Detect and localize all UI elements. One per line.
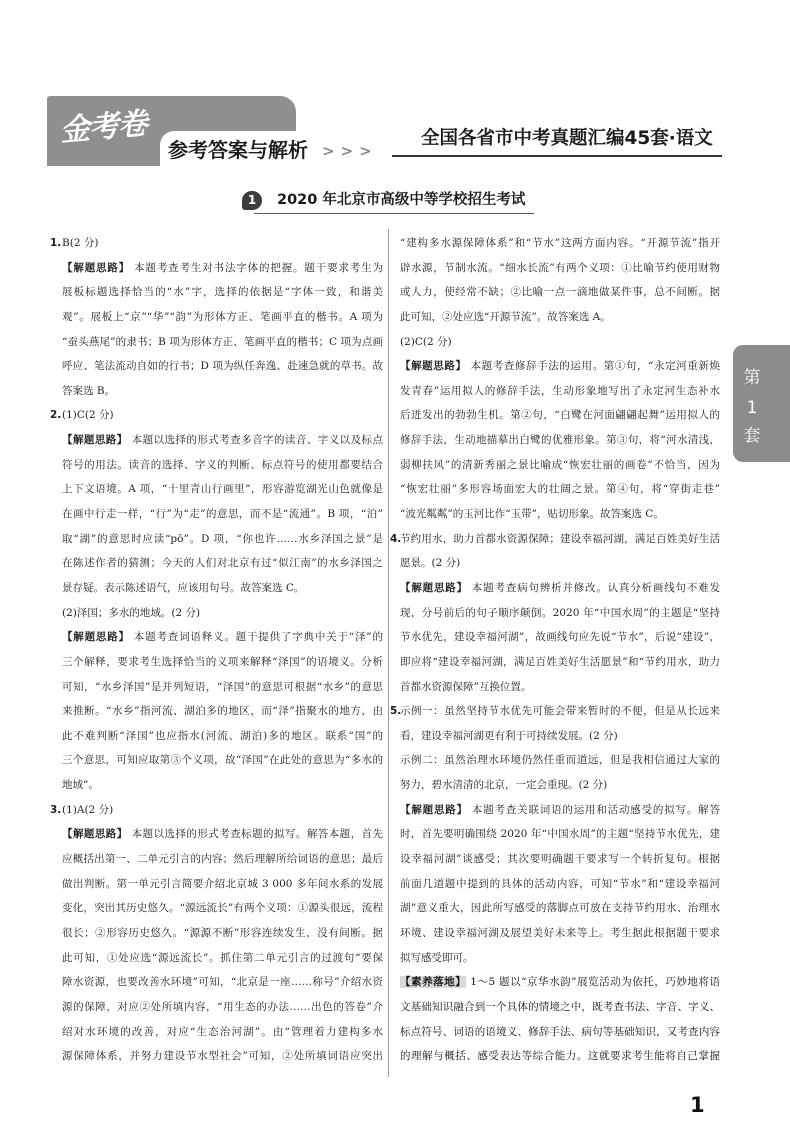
analysis-paragraph <box>400 576 720 699</box>
text-line <box>62 256 383 281</box>
text-line <box>50 231 383 256</box>
text-line <box>400 502 720 527</box>
line-text: 变化，突出其历史悠久。“源远流长”有两个义项：①源头很远，流程 <box>62 902 383 915</box>
line-text: 现，分号前后的句子顺序颠倒。2020 年“中国水周”的主题是“坚持 <box>400 606 720 619</box>
answer-paragraph <box>400 748 720 797</box>
analysis-paragraph <box>62 625 383 797</box>
line-text: 修辞手法，生动地描摹出白鹭的优雅形象。第③句，将“河水清浅， <box>400 434 720 447</box>
section-label: 【解题思路】 <box>62 828 128 841</box>
line-text: 辟水源，节制水流。“细水长流”有两个义项：①比喻节约使用财物 <box>400 261 720 274</box>
text-line <box>400 896 720 921</box>
text-line <box>62 280 383 305</box>
section-label: 【解题思路】 <box>62 631 130 644</box>
text-line <box>400 551 720 576</box>
text-line <box>62 995 383 1020</box>
section-label: 【解题思路】 <box>400 803 468 816</box>
text-line <box>400 403 720 428</box>
line-text: 环境、建设幸福河湖及展望美好未来等上。考生据此根据题干要求 <box>400 926 720 939</box>
text-line <box>400 477 720 502</box>
analysis-paragraph <box>62 822 383 1068</box>
line-text: 在陈述作者的猜测；今天的人们对北京有过“似江南”的水乡泽国之 <box>62 557 383 570</box>
line-text: 景存疑。表示陈述语气，应该用句号。故答案选 C。 <box>62 581 305 594</box>
question-number: 3. <box>50 803 62 816</box>
line-text: 愿景。(2 分) <box>400 557 461 570</box>
analysis-paragraph <box>62 256 383 404</box>
line-text: 拟写感受即可。 <box>400 951 474 964</box>
exam-title-underline <box>254 213 534 214</box>
line-text: 本题考查修辞手法的运用。第①句，“永定河重新焕 <box>470 360 720 373</box>
text-line <box>400 798 720 823</box>
text-line <box>400 231 720 256</box>
text-line <box>400 1044 720 1069</box>
line-text: 本题考查关联词语的运用和活动感受的拟写。解答 <box>471 803 721 816</box>
analysis-paragraph <box>62 428 383 600</box>
right-column <box>390 231 721 1069</box>
text-line <box>400 379 720 404</box>
line-text: 首都水资源保障”互换位置。 <box>400 680 532 693</box>
answer-paragraph <box>50 231 383 256</box>
text-line <box>50 403 383 428</box>
text-line <box>400 280 720 305</box>
line-text: 三个解释，要求考生选择恰当的义项来解释“泽国”的语境义。分析 <box>62 655 383 668</box>
line-text: 或人力，使经常不缺；②比喻一点一滴地做某件事，总不间断。据 <box>400 286 720 299</box>
question-number: 1. <box>50 237 62 249</box>
line-text: 取“湖”的意思时应读“pō”。D 项，“你也许……水乡泽国之景”是 <box>62 532 383 545</box>
line-text: 努力，碧水清清的北京，一定会重现。(2 分) <box>400 779 608 792</box>
text-line <box>62 1044 383 1069</box>
tab-char: 套 <box>743 426 761 446</box>
answer-paragraph <box>50 798 383 823</box>
line-text: 发青春”运用拟人的修辞手法，生动形象地写出了永定河生态补水 <box>400 384 720 397</box>
question-number: 2. <box>50 409 62 422</box>
text-line <box>400 675 720 700</box>
text-line <box>400 576 720 601</box>
text-line <box>400 921 720 946</box>
line-text: “蚕头燕尾”的隶书；B 项为形体方正、笔画平直的楷书；C 项为点画 <box>62 335 383 348</box>
question-number: 4. <box>390 532 402 545</box>
text-line <box>400 995 720 1020</box>
line-text: 后迸发出的勃勃生机。第②句，“白鹭在河面翩翩起舞”运用拟人的 <box>400 409 720 422</box>
line-text: 可知，“水乡泽国”是并列短语，“泽国”的意思可根据“水乡”的意思 <box>62 680 383 693</box>
line-text: 符号的用法。读音的选择、字义的判断、标点符号的使用都要结合 <box>62 458 383 471</box>
line-text: 前面几道题中提到的具体的活动内容，可知“节水”和“建设幸福河 <box>400 877 720 890</box>
line-text: 上下文语境。A 项，“十里青山行画里”，形容游览湖光山色就像是 <box>62 483 383 496</box>
line-text: 看，建设幸福河湖更有利于可持续发展。(2 分) <box>400 729 618 742</box>
line-text: 展板标题选择恰当的“水”字，选择的依据是“字体一致，和谐美 <box>62 286 383 299</box>
text-line <box>62 699 383 724</box>
text-line <box>62 773 383 798</box>
answer-paragraph <box>62 601 383 626</box>
line-text: (2)C(2 分) <box>400 335 452 348</box>
text-line <box>62 946 383 971</box>
answer-paragraph <box>400 330 720 355</box>
line-text: “波光粼粼”的玉河比作“玉带”，贴切形象。故答案选 C。 <box>400 508 664 521</box>
section-label: 【解题思路】 <box>400 360 467 373</box>
text-line <box>400 748 720 773</box>
text-line <box>400 256 720 281</box>
line-text: 本题以选择的形式考查标题的拟写。解答本题，首先 <box>131 828 384 841</box>
text-line <box>62 748 383 773</box>
text-line <box>390 699 720 724</box>
line-text: (2)泽国；多水的地域。(2 分) <box>62 606 201 619</box>
line-text: 本题考查病句辨析并修改。认真分析画线句不难发 <box>471 581 721 594</box>
continuation-paragraph <box>400 231 720 330</box>
section-title: 参考答案与解析 <box>168 138 308 162</box>
text-line <box>62 822 383 847</box>
analysis-paragraph <box>400 798 720 970</box>
line-text: 设幸福河湖”谈感受；其次要明确题干要求写一个转折复句。根据 <box>400 853 720 866</box>
text-line <box>400 822 720 847</box>
line-text: 观”。展板上“京”“华”“韵”为形体方正、笔画平直的楷书。A 项为 <box>62 310 383 323</box>
column-divider <box>388 229 389 1077</box>
line-text: 此可知，①处应选“源远流长”。抓住第二单元引言的过渡句“要保 <box>62 951 383 964</box>
text-line <box>62 379 383 404</box>
text-line <box>62 305 383 330</box>
book-title: 全国各省市中考真题汇编45套·语文 <box>421 128 713 149</box>
line-text: 答案选 B。 <box>62 384 116 397</box>
set-index-tab <box>733 345 790 462</box>
line-text: 很长；②形容历史悠久。“源源不断”形容连续发生，没有间断。据 <box>62 926 383 939</box>
section-label: 【解题思路】 <box>62 434 128 447</box>
section-label: 【素养落地】 <box>400 976 467 989</box>
section-label: 【解题思路】 <box>400 581 468 594</box>
chevron-right-icon: >>> <box>322 142 378 160</box>
text-line <box>62 453 383 478</box>
tab-set-number: 1 <box>746 398 758 418</box>
section-label: 【解题思路】 <box>62 261 131 274</box>
line-text: 标点符号、词语的语境义、修辞手法、病句等基础知识，又考查内容 <box>400 1025 720 1038</box>
line-text: 文基础知识融合到一个具体的情境之中，既考查书法、字音、字义、 <box>400 1000 720 1013</box>
question-number: 5. <box>390 705 402 718</box>
title-underline <box>392 155 722 157</box>
text-line <box>62 896 383 921</box>
analysis-paragraph <box>400 354 720 526</box>
tab-char: 第 <box>743 368 761 388</box>
text-line <box>400 354 720 379</box>
line-text: 应概括出第一、二单元引言的内容；然后理解所给词语的意思；最后 <box>62 853 383 866</box>
line-text: 地域”。 <box>62 779 99 792</box>
text-line <box>400 872 720 897</box>
left-column <box>50 231 384 1069</box>
line-text: 障水资源，也要改善水环境”可知，“北京是一座……称号”介绍水资 <box>62 976 383 989</box>
text-line <box>62 354 383 379</box>
exam-number-badge: 1 <box>242 191 262 210</box>
line-text: 1～5 题以“京华水韵”展览活动为依托，巧妙地将语 <box>470 976 721 989</box>
text-line <box>62 576 383 601</box>
text-line <box>62 921 383 946</box>
line-text: 此可知，②处应选“开源节流”。故答案选 A。 <box>400 310 611 323</box>
text-line <box>62 872 383 897</box>
text-line <box>62 477 383 502</box>
text-line <box>62 551 383 576</box>
text-line <box>400 946 720 971</box>
line-text: 在画中行走一样，“行”为“走”的意思，而不是“流通”。B 项，“泊” <box>62 508 383 521</box>
text-line <box>400 724 720 749</box>
line-text: “建构多水源保障体系”和“节水”这两方面内容。“开源节流”指开 <box>400 237 720 249</box>
text-line <box>400 601 720 626</box>
text-line <box>390 527 720 552</box>
text-line <box>62 847 383 872</box>
line-text: 绍对水环境的改善，对应“生态治河湖”。由“管理着力建构多水 <box>62 1025 383 1038</box>
line-text: 源的保障，对应②处所填内容，“用生态的办法……出色的答卷”介 <box>62 1000 383 1013</box>
line-text: 示例一：虽然坚持节水优先可能会带来暂时的不便，但是从长远来 <box>400 705 720 718</box>
text-line <box>62 330 383 355</box>
text-line <box>50 798 383 823</box>
line-text: 本题考查考生对书法字体的把握。题干要求考生为 <box>134 261 384 274</box>
text-line <box>400 453 720 478</box>
line-text: 三个意思，可知应取第③个义项，故“泽国”在此处的意思为“多水的 <box>62 754 383 767</box>
line-text: 来推断。“水乡”指河流、湖泊多的地区，而“泽”指聚水的地方，由 <box>62 705 383 718</box>
answer-paragraph <box>390 699 720 748</box>
text-line <box>400 1020 720 1045</box>
line-text: 此不难判断“泽国”也应指水(河流、湖泊)多的地区。联系“国”的 <box>62 729 383 742</box>
text-line <box>62 1020 383 1045</box>
line-text: 示例二：虽然治理水环境仍然任重而道远，但是我相信通过大家的 <box>400 754 720 767</box>
logo: 金考卷 <box>58 106 149 149</box>
text-line <box>400 305 720 330</box>
text-line <box>62 428 383 453</box>
text-line <box>400 773 720 798</box>
text-line <box>62 502 383 527</box>
text-line <box>400 330 720 355</box>
line-text: (1)C(2 分) <box>62 409 114 422</box>
text-line <box>62 650 383 675</box>
line-text: “恢宏壮丽”多形容场面宏大的壮阔之景。第④句，将“穿街走巷” <box>400 483 720 496</box>
line-text: 湖”意义重大，因此所写感受的落脚点可放在支持节约用水、治理水 <box>400 902 720 915</box>
text-line <box>400 847 720 872</box>
line-text: 做出判断。第一单元引言简要介绍北京城 3 000 多年间水系的发展 <box>62 877 383 890</box>
line-text: 呼应、笔法流动自如的行书；D 项为纵任奔逸、赴速急就的草书。故 <box>62 360 383 373</box>
line-text: 节约用水，助力首都水资源保障；建设幸福河湖，满足百姓美好生活 <box>400 532 720 545</box>
page-number: 1 <box>690 1093 705 1117</box>
line-text: 弱柳扶风”的清新秀丽之景比喻成“恢宏壮丽的画卷”不恰当，因为 <box>400 458 720 471</box>
line-text: 节水优先，建设幸福河湖”，故画线句应先说“节水”，后说“建设”， <box>400 631 720 644</box>
text-line <box>62 527 383 552</box>
answer-paragraph <box>390 527 720 576</box>
line-text: 即应将“建设幸福河湖，满足百姓美好生活愿景”和“节约用水，助力 <box>400 655 720 668</box>
text-line <box>400 650 720 675</box>
text-line <box>62 970 383 995</box>
line-text: (1)A(2 分) <box>62 803 114 816</box>
text-line <box>400 970 720 995</box>
line-text: 本题以选择的形式考查多音字的读音、字义以及标点 <box>131 434 384 447</box>
literacy-paragraph <box>400 970 720 1069</box>
text-line <box>62 675 383 700</box>
line-text: 源保障体系，并努力建设节水型社会”可知，②处所填词语应突出 <box>62 1050 383 1063</box>
line-text: 时，首先要明确围绕 2020 年“中国水周”的主题“坚持节水优先，建 <box>400 828 720 841</box>
text-line <box>62 625 383 650</box>
line-text: 的理解与概括、感受表达等综合能力。这就要求考生能将自己掌握 <box>400 1050 720 1063</box>
text-line <box>62 601 383 626</box>
text-line <box>400 625 720 650</box>
text-line <box>62 724 383 749</box>
line-text: B(2 分) <box>62 237 99 249</box>
exam-title: 2020 年北京市高级中等学校招生考试 <box>277 192 526 208</box>
line-text: 本题考查词语释义。题干提供了字典中关于“泽”的 <box>133 631 383 644</box>
answer-paragraph <box>50 403 383 428</box>
text-line <box>400 428 720 453</box>
